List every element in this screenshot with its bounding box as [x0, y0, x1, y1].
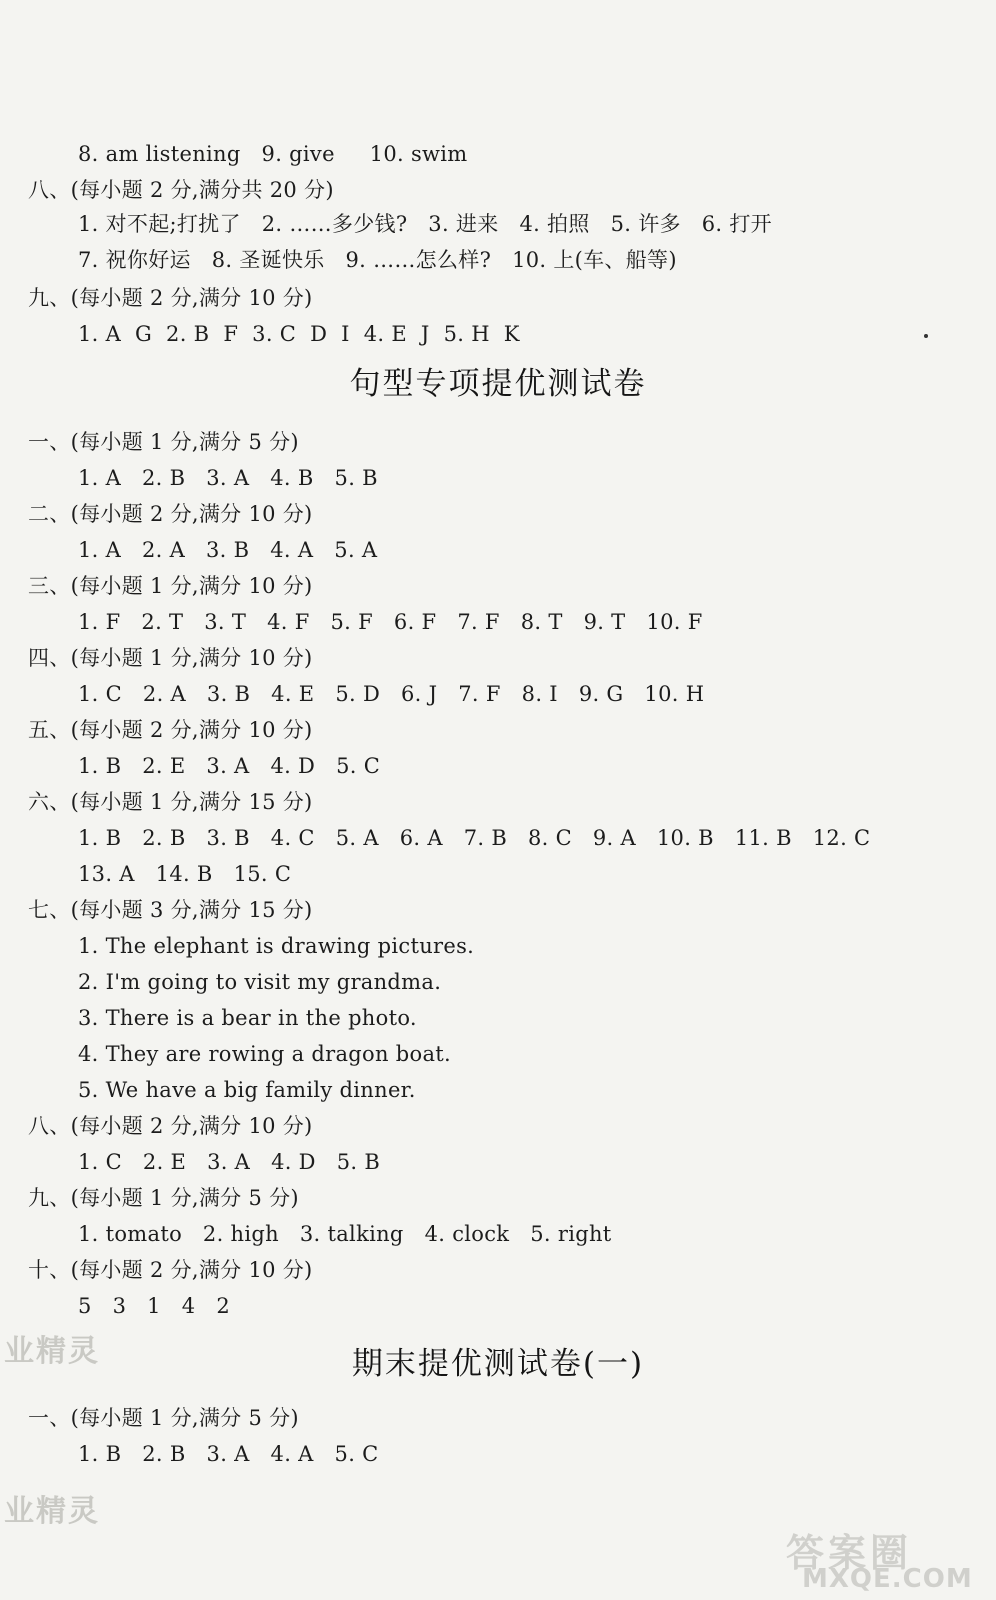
section-heading: 四、(每小题 1 分,满分 10 分) [28, 646, 313, 670]
answer-line: 1. 对不起;打扰了 2. ……多少钱? 3. 进来 4. 拍照 5. 许多 6. 打开 [78, 212, 772, 236]
section-heading: 九、(每小题 2 分,满分 10 分) [28, 286, 313, 310]
watermark-text: 业精灵 [4, 1334, 100, 1369]
answer-line: 1. B 2. B 3. B 4. C 5. A 6. A 7. B 8. C 9. A 10. B 11. B 12. C [78, 826, 871, 850]
answer-line: 1. C 2. A 3. B 4. E 5. D 6. J 7. F 8. I 9. G 10. H [78, 682, 705, 706]
answer-line: 5. We have a big family dinner. [78, 1078, 416, 1102]
section-heading: 三、(每小题 1 分,满分 10 分) [28, 574, 313, 598]
speck [924, 334, 928, 338]
logo-text: 答案圈 [786, 1531, 913, 1575]
section-heading: 八、(每小题 2 分,满分共 20 分) [28, 178, 334, 202]
section-heading: 七、(每小题 3 分,满分 15 分) [28, 898, 313, 922]
section-heading: 二、(每小题 2 分,满分 10 分) [28, 502, 313, 526]
answer-line: 1. C 2. E 3. A 4. D 5. B [78, 1150, 381, 1174]
logo-url: MXQE.COM [802, 1564, 973, 1594]
answer-line: 13. A 14. B 15. C [78, 862, 292, 886]
section-heading: 六、(每小题 1 分,满分 15 分) [28, 790, 313, 814]
section-title: 句型专项提优测试卷 [349, 366, 647, 402]
section-heading: 一、(每小题 1 分,满分 5 分) [28, 1406, 299, 1430]
section-heading: 十、(每小题 2 分,满分 10 分) [28, 1258, 313, 1282]
section-heading: 九、(每小题 1 分,满分 5 分) [28, 1186, 299, 1210]
answer-line: 1. B 2. E 3. A 4. D 5. C [78, 754, 381, 778]
answer-line: 1. The elephant is drawing pictures. [78, 934, 475, 958]
answer-line: 1. A 2. A 3. B 4. A 5. A [78, 538, 378, 562]
answer-line: 3. There is a bear in the photo. [78, 1006, 417, 1030]
section-title: 期末提优测试卷(一) [351, 1346, 645, 1382]
answer-line: 1. B 2. B 3. A 4. A 5. C [78, 1442, 379, 1466]
answer-line: 7. 祝你好运 8. 圣诞快乐 9. ……怎么样? 10. 上(车、船等) [78, 248, 677, 272]
watermark-text: 业精灵 [4, 1494, 100, 1529]
section-heading: 八、(每小题 2 分,满分 10 分) [28, 1114, 313, 1138]
answer-line: 1. A 2. B 3. A 4. B 5. B [78, 466, 378, 490]
answer-line: 2. I'm going to visit my grandma. [78, 970, 442, 994]
site-logo [786, 1520, 986, 1596]
answer-line: 5 3 1 4 2 [78, 1294, 231, 1318]
section-heading: 一、(每小题 1 分,满分 5 分) [28, 430, 299, 454]
answer-line: 1. A G 2. B F 3. C D I 4. E J 5. H K [78, 322, 520, 346]
answer-line: 4. They are rowing a dragon boat. [78, 1042, 451, 1066]
answer-line: 8. am listening 9. give 10. swim [78, 142, 468, 166]
answer-line: 1. F 2. T 3. T 4. F 5. F 6. F 7. F 8. T 9. T 10. F [78, 610, 703, 634]
answer-line: 1. tomato 2. high 3. talking 4. clock 5. right [78, 1222, 612, 1246]
section-heading: 五、(每小题 2 分,满分 10 分) [28, 718, 313, 742]
